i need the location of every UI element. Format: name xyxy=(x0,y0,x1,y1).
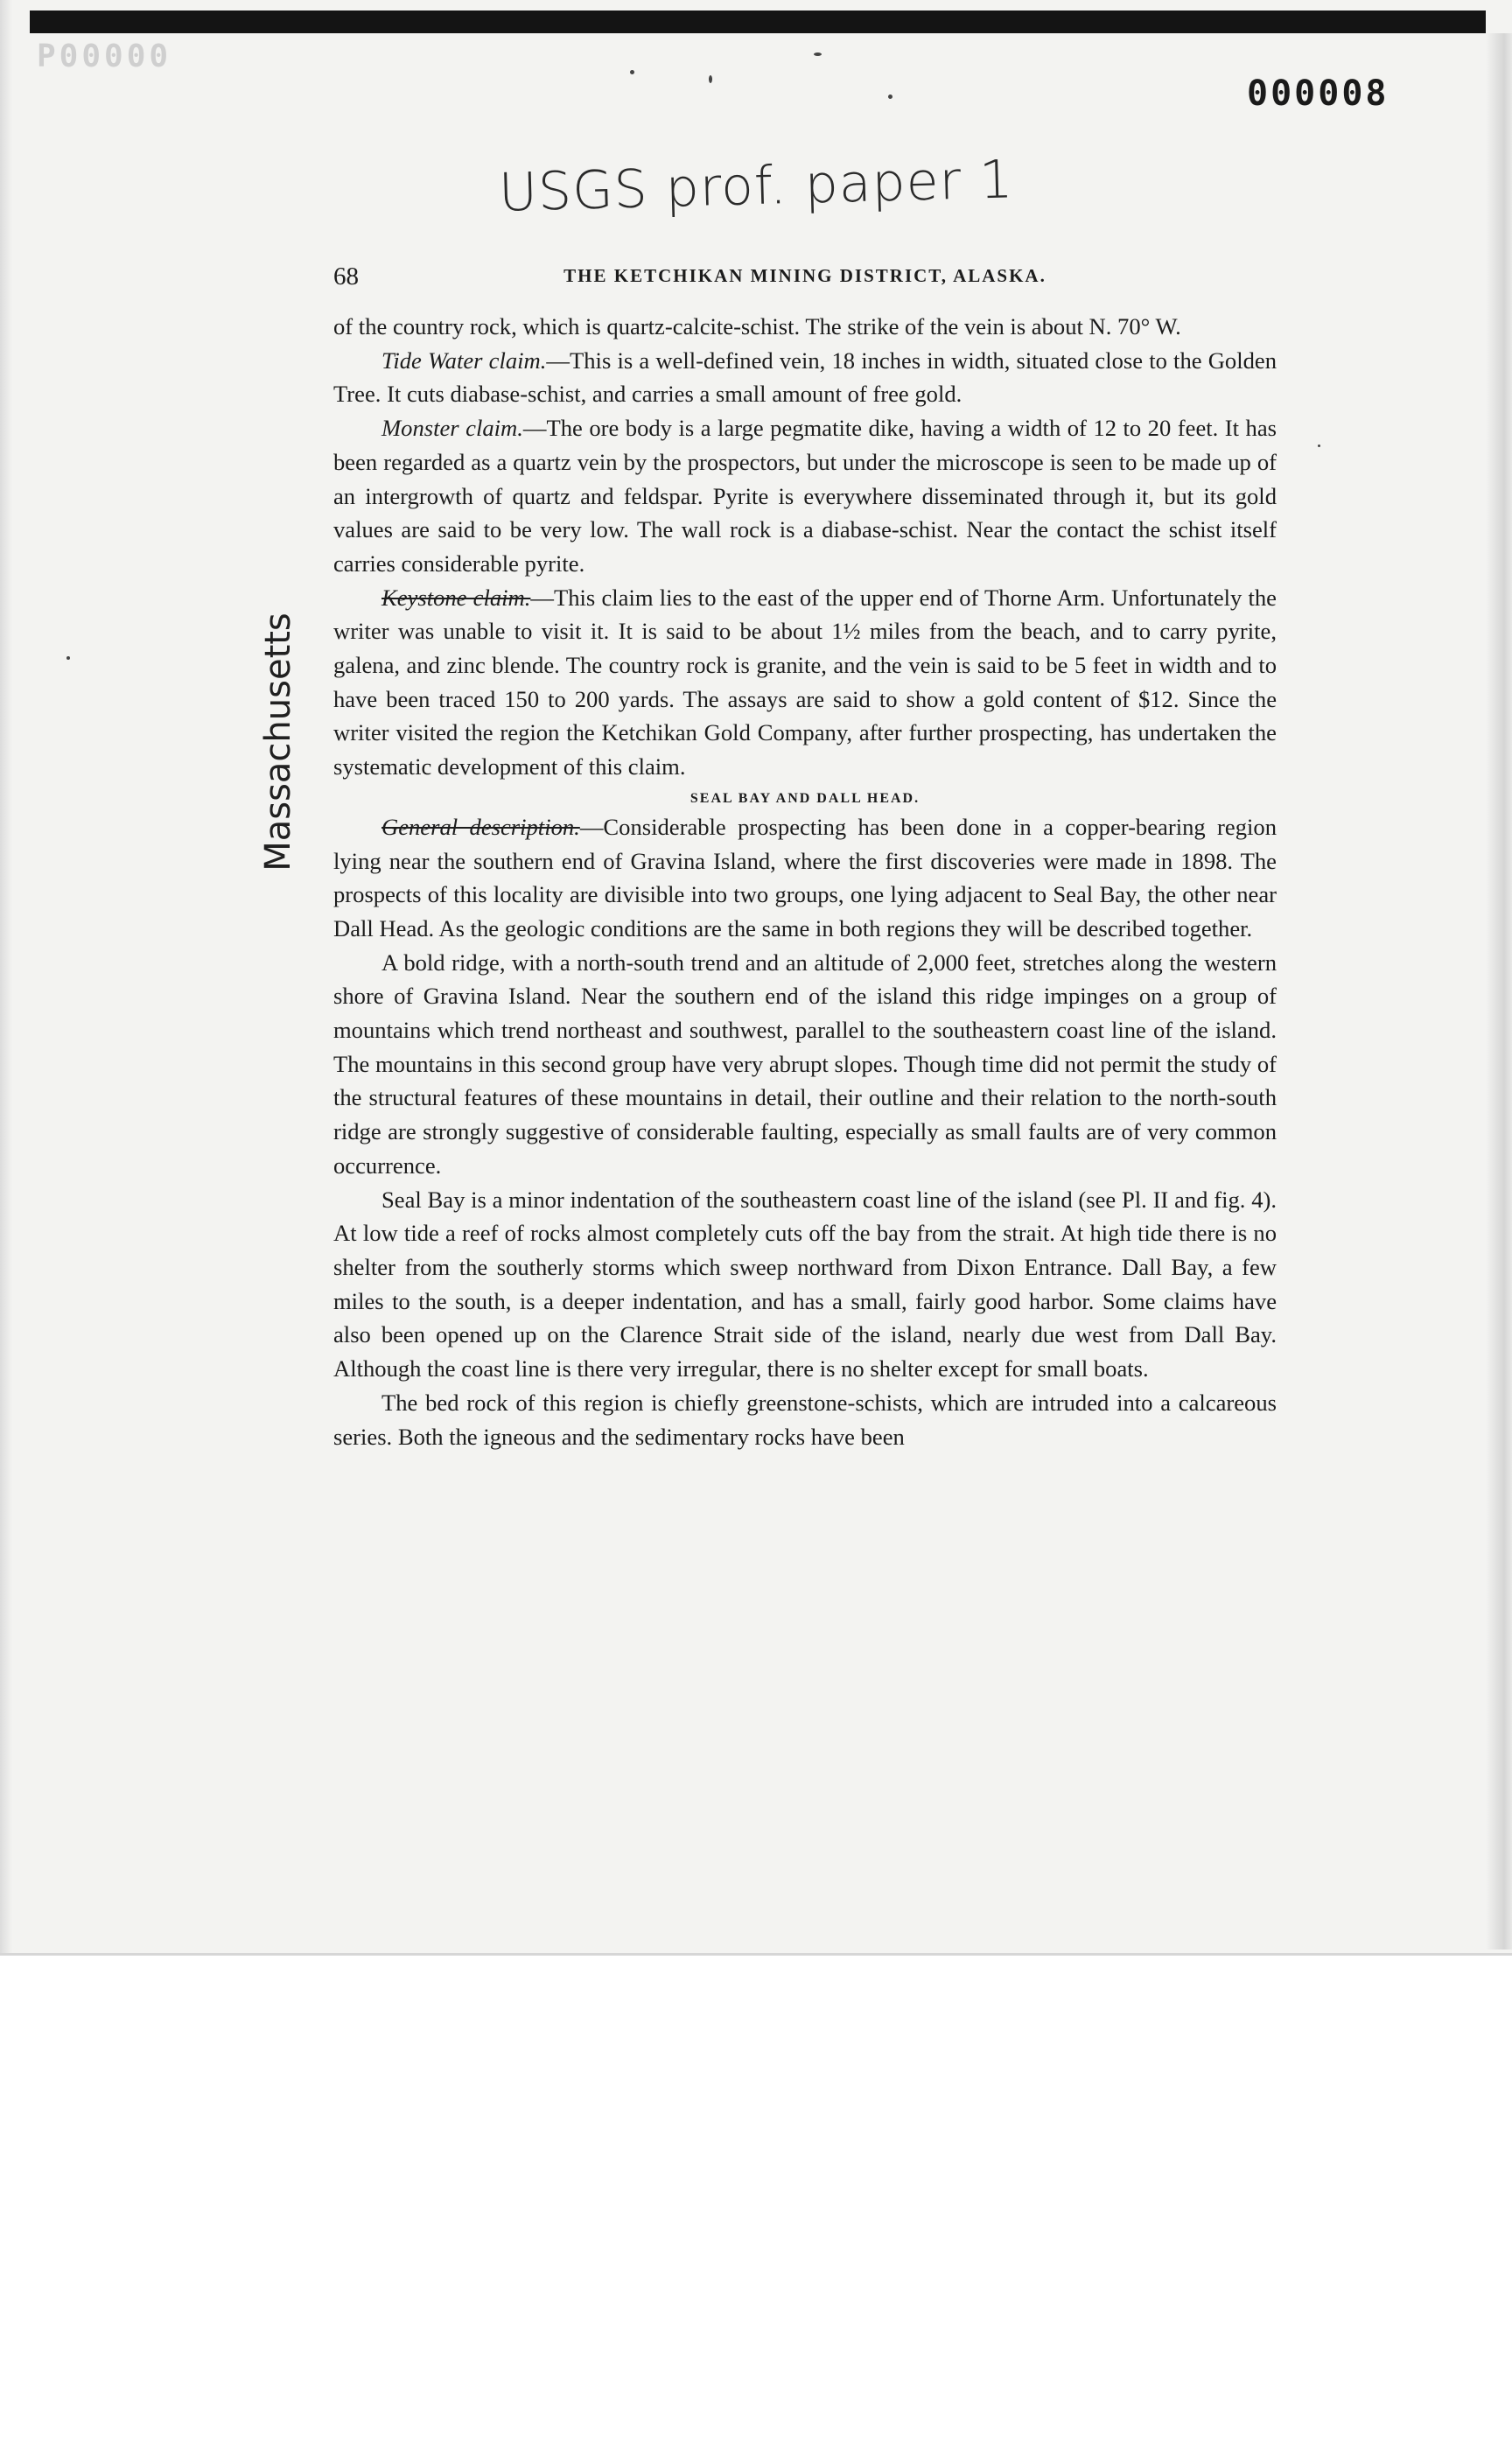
scan-left-edge xyxy=(0,0,12,1953)
paragraph xyxy=(333,344,1277,411)
paragraph xyxy=(333,310,1277,344)
scan-speck xyxy=(709,75,712,83)
paragraph-text: —Considerable prospecting has been done in a copper-bearing region lying near the southern end of Gravina Island, where the first discoveries were made in 1898. The prospects of this locality are divisible into two groups, one lying adjacent to Seal Bay, the other near Dall Head. As the geologic conditions are the same in both regions they will be described together. xyxy=(333,813,1277,942)
scan-speck xyxy=(630,70,634,74)
scan-speck xyxy=(66,656,70,660)
handwritten-margin-note: Massachusetts xyxy=(258,612,298,872)
paragraph-lead: Monster claim. xyxy=(382,415,523,442)
paragraph-lead: Tide Water claim. xyxy=(382,346,547,374)
paragraph-text: of the country rock, which is quartz-calcite-schist. The strike of the vein is about N. 70° W. xyxy=(333,313,1181,340)
paragraph-text: —This claim lies to the east of the upper end of Thorne Arm. Unfortunately the writer was unable to visit it. It is said to be about 1½ miles from the beach, and to carry pyrite, galena, and zinc blende. The country rock is granite, and the vein is said to be 5 feet in width and to have been traced 150 to 200 yards. The assays are said to show a gold content of $12. Since the writer visited the region the Ketchikan Gold Company, after further prospecting, has undertaken the systematic development of this claim. xyxy=(333,584,1277,780)
paragraph xyxy=(333,581,1277,784)
paragraph xyxy=(333,1386,1277,1453)
paragraph-lead: Keystone claim. xyxy=(382,584,531,611)
running-title: THE KETCHIKAN MINING DISTRICT, ALASKA. xyxy=(564,265,1046,286)
paragraph-text: A bold ridge, with a north-south trend and an altitude of 2,000 feet, stretches along the western shore of Gravina Island. Near the southern end of the island this ridge impinges on a group of mountains which trend northeast and southwest, parallel to the southeastern coast line of the island. The mountains in this second group have very abrupt slopes. Though time did not permit the study of the structural features of these mountains in detail, their outline and their relation to the north-south ridge are strongly suggestive of considerable faulting, especially as small faults are of very common occurrence. xyxy=(333,948,1277,1179)
paragraph-lead: General description. xyxy=(382,813,580,840)
paragraph-text: —This is a well-defined vein, 18 inches in width, situated close to the Golden Tree. It cuts diabase-schist, and carries a small amount of free gold. xyxy=(333,346,1277,408)
paragraph xyxy=(333,1183,1277,1386)
page-number: 68 xyxy=(333,262,359,290)
scan-speck xyxy=(1318,444,1320,447)
handwritten-title: USGS prof. paper 1 xyxy=(498,149,1015,224)
body-text xyxy=(333,310,1277,1453)
paragraph xyxy=(333,946,1277,1183)
paragraph-text: —The ore body is a large pegmatite dike, having a width of 12 to 20 feet. It has been regarded as a quartz vein by the prospectors, but under the microscope is seen to be made up of an intergrowth of quartz and feldspar. Pyrite is everywhere disseminated through it, but its gold values are said to be very low. The wall rock is a diabase-schist. Near the contact the schist itself carries considerable pyrite. xyxy=(333,415,1277,577)
ghost-stamp-number: P00000 xyxy=(37,38,172,74)
running-header xyxy=(333,262,1277,301)
paragraph-text: The bed rock of this region is chiefly greenstone-schists, which are intruded into a calcareous series. Both the igneous and the sedimentary rocks have been xyxy=(333,1389,1277,1450)
section-heading: SEAL BAY AND DALL HEAD. xyxy=(690,790,920,806)
scan-top-bar xyxy=(30,10,1486,33)
paragraph xyxy=(333,810,1277,946)
document-page xyxy=(333,262,1277,1453)
scan-speck xyxy=(814,52,822,56)
scan-speck xyxy=(888,94,892,99)
paragraph xyxy=(333,411,1277,581)
page-stamp-number: 000008 xyxy=(1247,74,1390,114)
scan-right-shadow xyxy=(1486,33,1512,1950)
paragraph-text: Seal Bay is a minor indentation of the southeastern coast line of the island (see Pl. II and fig. 4). At low tide a reef of rocks almost completely cuts off the bay from the strait. At high tide there is no shelter from the southerly storms which sweep northward from Dixon Entrance. Dall Bay, a few miles to the south, is a deeper indentation, and has a small, fairly good harbor. Some claims have also been opened up on the Clarence Strait side of the island, nearly due west from Dall Bay. Although the coast line is there very irregular, there is no shelter except for small boats. xyxy=(333,1186,1277,1382)
